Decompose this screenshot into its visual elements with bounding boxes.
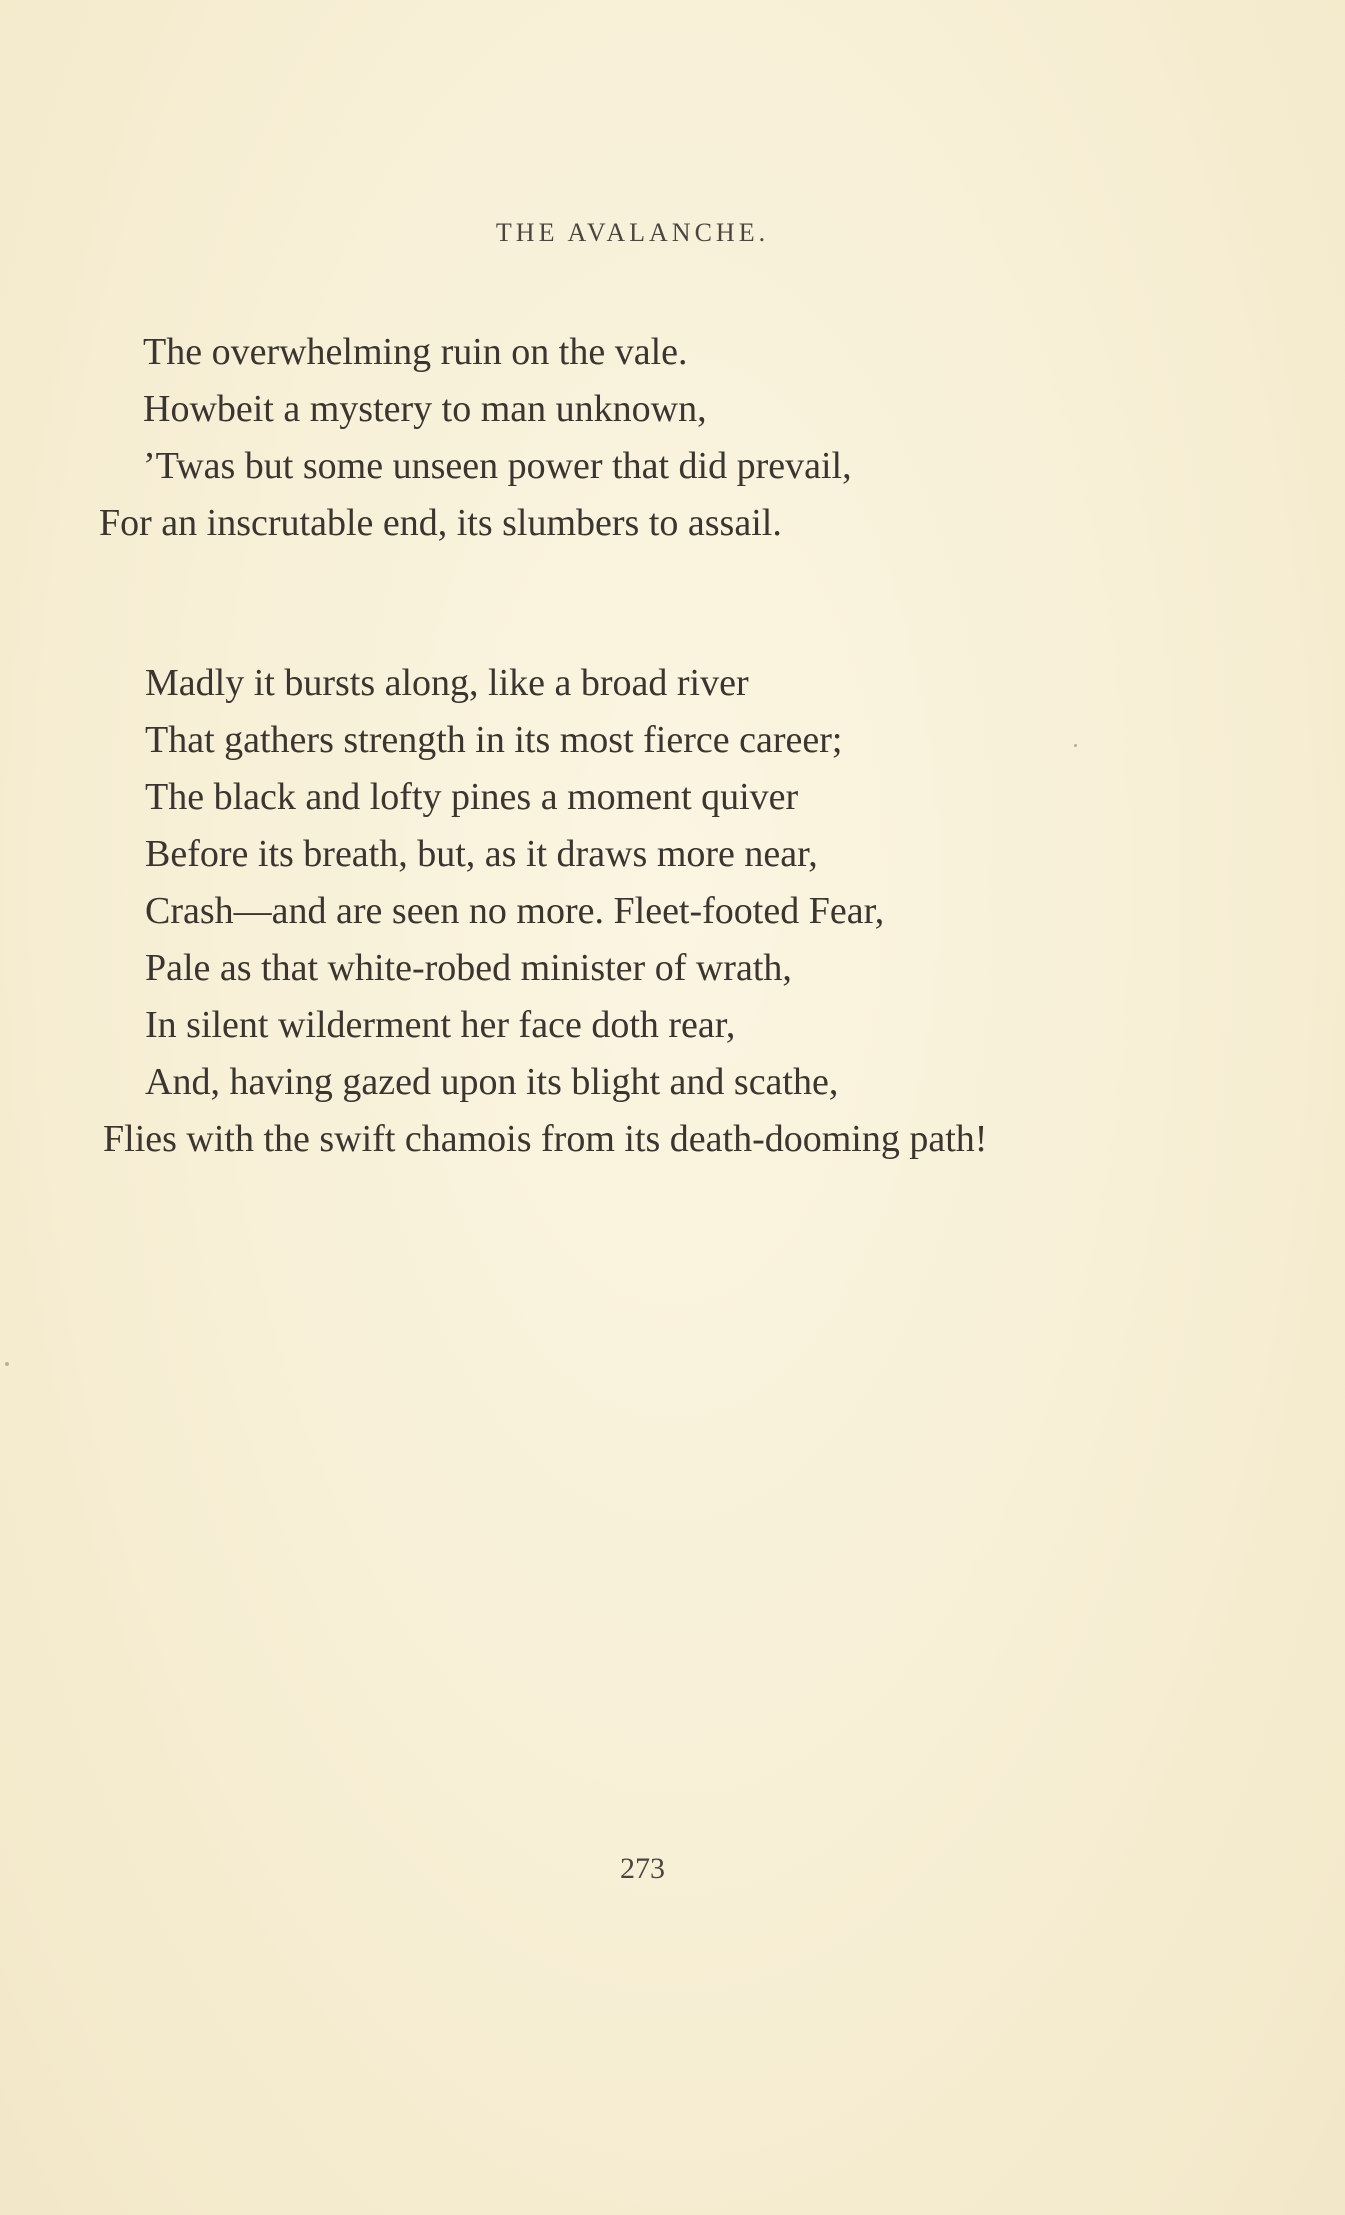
paper-speck: [5, 1362, 9, 1366]
paper-speck: [1074, 744, 1077, 747]
verse-line: ’Twas but some unseen power that did prevail,: [143, 445, 852, 487]
verse-line: The overwhelming ruin on the vale.: [143, 331, 688, 373]
verse-line: For an inscrutable end, its slumbers to assail.: [99, 502, 782, 544]
verse-line: Before its breath, but, as it draws more near,: [145, 833, 818, 875]
verse-line: In silent wilderment her face doth rear,: [145, 1004, 736, 1046]
running-head: THE AVALANCHE.: [495, 218, 770, 247]
verse-line: Howbeit a mystery to man unknown,: [143, 388, 707, 430]
verse-line: And, having gazed upon its blight and scathe,: [145, 1061, 839, 1103]
verse-line: Flies with the swift chamois from its death-dooming path!: [103, 1118, 988, 1160]
verse-line: Pale as that white-robed minister of wrath,: [145, 947, 792, 989]
verse-line: Madly it bursts along, like a broad river: [145, 662, 749, 704]
page-number: 273: [620, 1852, 665, 1885]
verse-line: Crash—and are seen no more. Fleet-footed Fear,: [145, 890, 885, 932]
verse-line: The black and lofty pines a moment quiver: [145, 776, 799, 818]
verse-line: That gathers strength in its most fierce career;: [145, 719, 843, 761]
